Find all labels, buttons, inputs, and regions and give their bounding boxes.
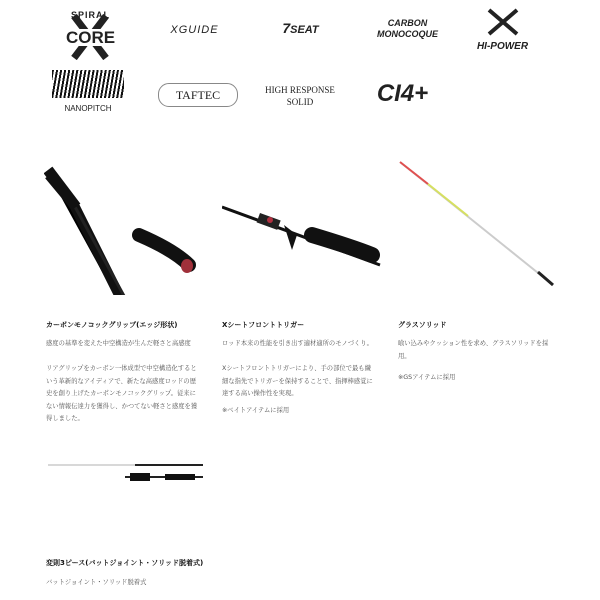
three-piece-rod-image [45,455,205,490]
feature-title: Xシートフロントトリガー [222,321,305,329]
ci4-logo: CI4+ [376,80,429,107]
xseat-text: SEAT [290,24,319,36]
xguide-logo: XGUIDE [170,24,219,36]
carbon-monocoque-logo [360,18,455,40]
feature-title: 変則3ピース(バットジョイント・ソリッド脱着式) [46,559,204,567]
taftec-logo: TAFTEC [158,83,238,107]
carbon-text: CARBON [387,18,428,28]
feature-title: カーボンモノコックグリップ(エッジ形状) [46,321,178,329]
spiral-x-core-logo: SPIRAL CORE [48,10,133,60]
feature-note: ※ベイトアイテムに採用 [222,407,290,414]
feature-text: 喰い込みやクッション性を求め、グラスソリッドを採用。 [398,340,549,360]
hipower-text: HI-POWER [476,41,529,52]
glass-solid-tip-image [398,160,558,290]
monocoque-text: MONOCOQUE [376,29,438,39]
feature-note: ※GSアイテムに採用 [398,374,456,381]
solid-text: SOLID [286,97,314,107]
x-hipower-logo [460,8,545,52]
carbon-monocoque-grip-image [44,165,204,295]
feature-text: ロッド本来の性能を引き出す適材適所のモノづくり。 [222,340,373,347]
nanopitch-text: NANOPITCH [64,104,112,113]
feature-text: リアグリップをカーボン一体成型で中空構造化するという革新的なアイディアで、新たな高感度ロッドの歴史を創り上げたカーボンモノコックグリップ。従来にない情報伝達力を獲得し、かつてない軽さと感度を獲得しました。 [46,365,198,422]
feature-title: グラスソリッド [398,321,447,329]
feature-text: バットジョイント・ソリッド脱着式 [46,579,147,586]
high-response-solid-logo [255,84,345,108]
high-response-text: HIGH RESPONSE [265,85,335,95]
feature-text: 感度の基準を変えた中空構造が生んだ軽さと高感度 [46,340,191,347]
x-seat-front-trigger-image [222,195,382,280]
nanopitch-logo [48,70,128,113]
feature-text: Xシートフロントトリガーにより、手の部位で最も繊細な指先でトリガーを保持することで、指揮棒感覚に達する高い操作性を実現。 [222,365,373,397]
xseat-logo: 7SEAT [282,20,319,36]
